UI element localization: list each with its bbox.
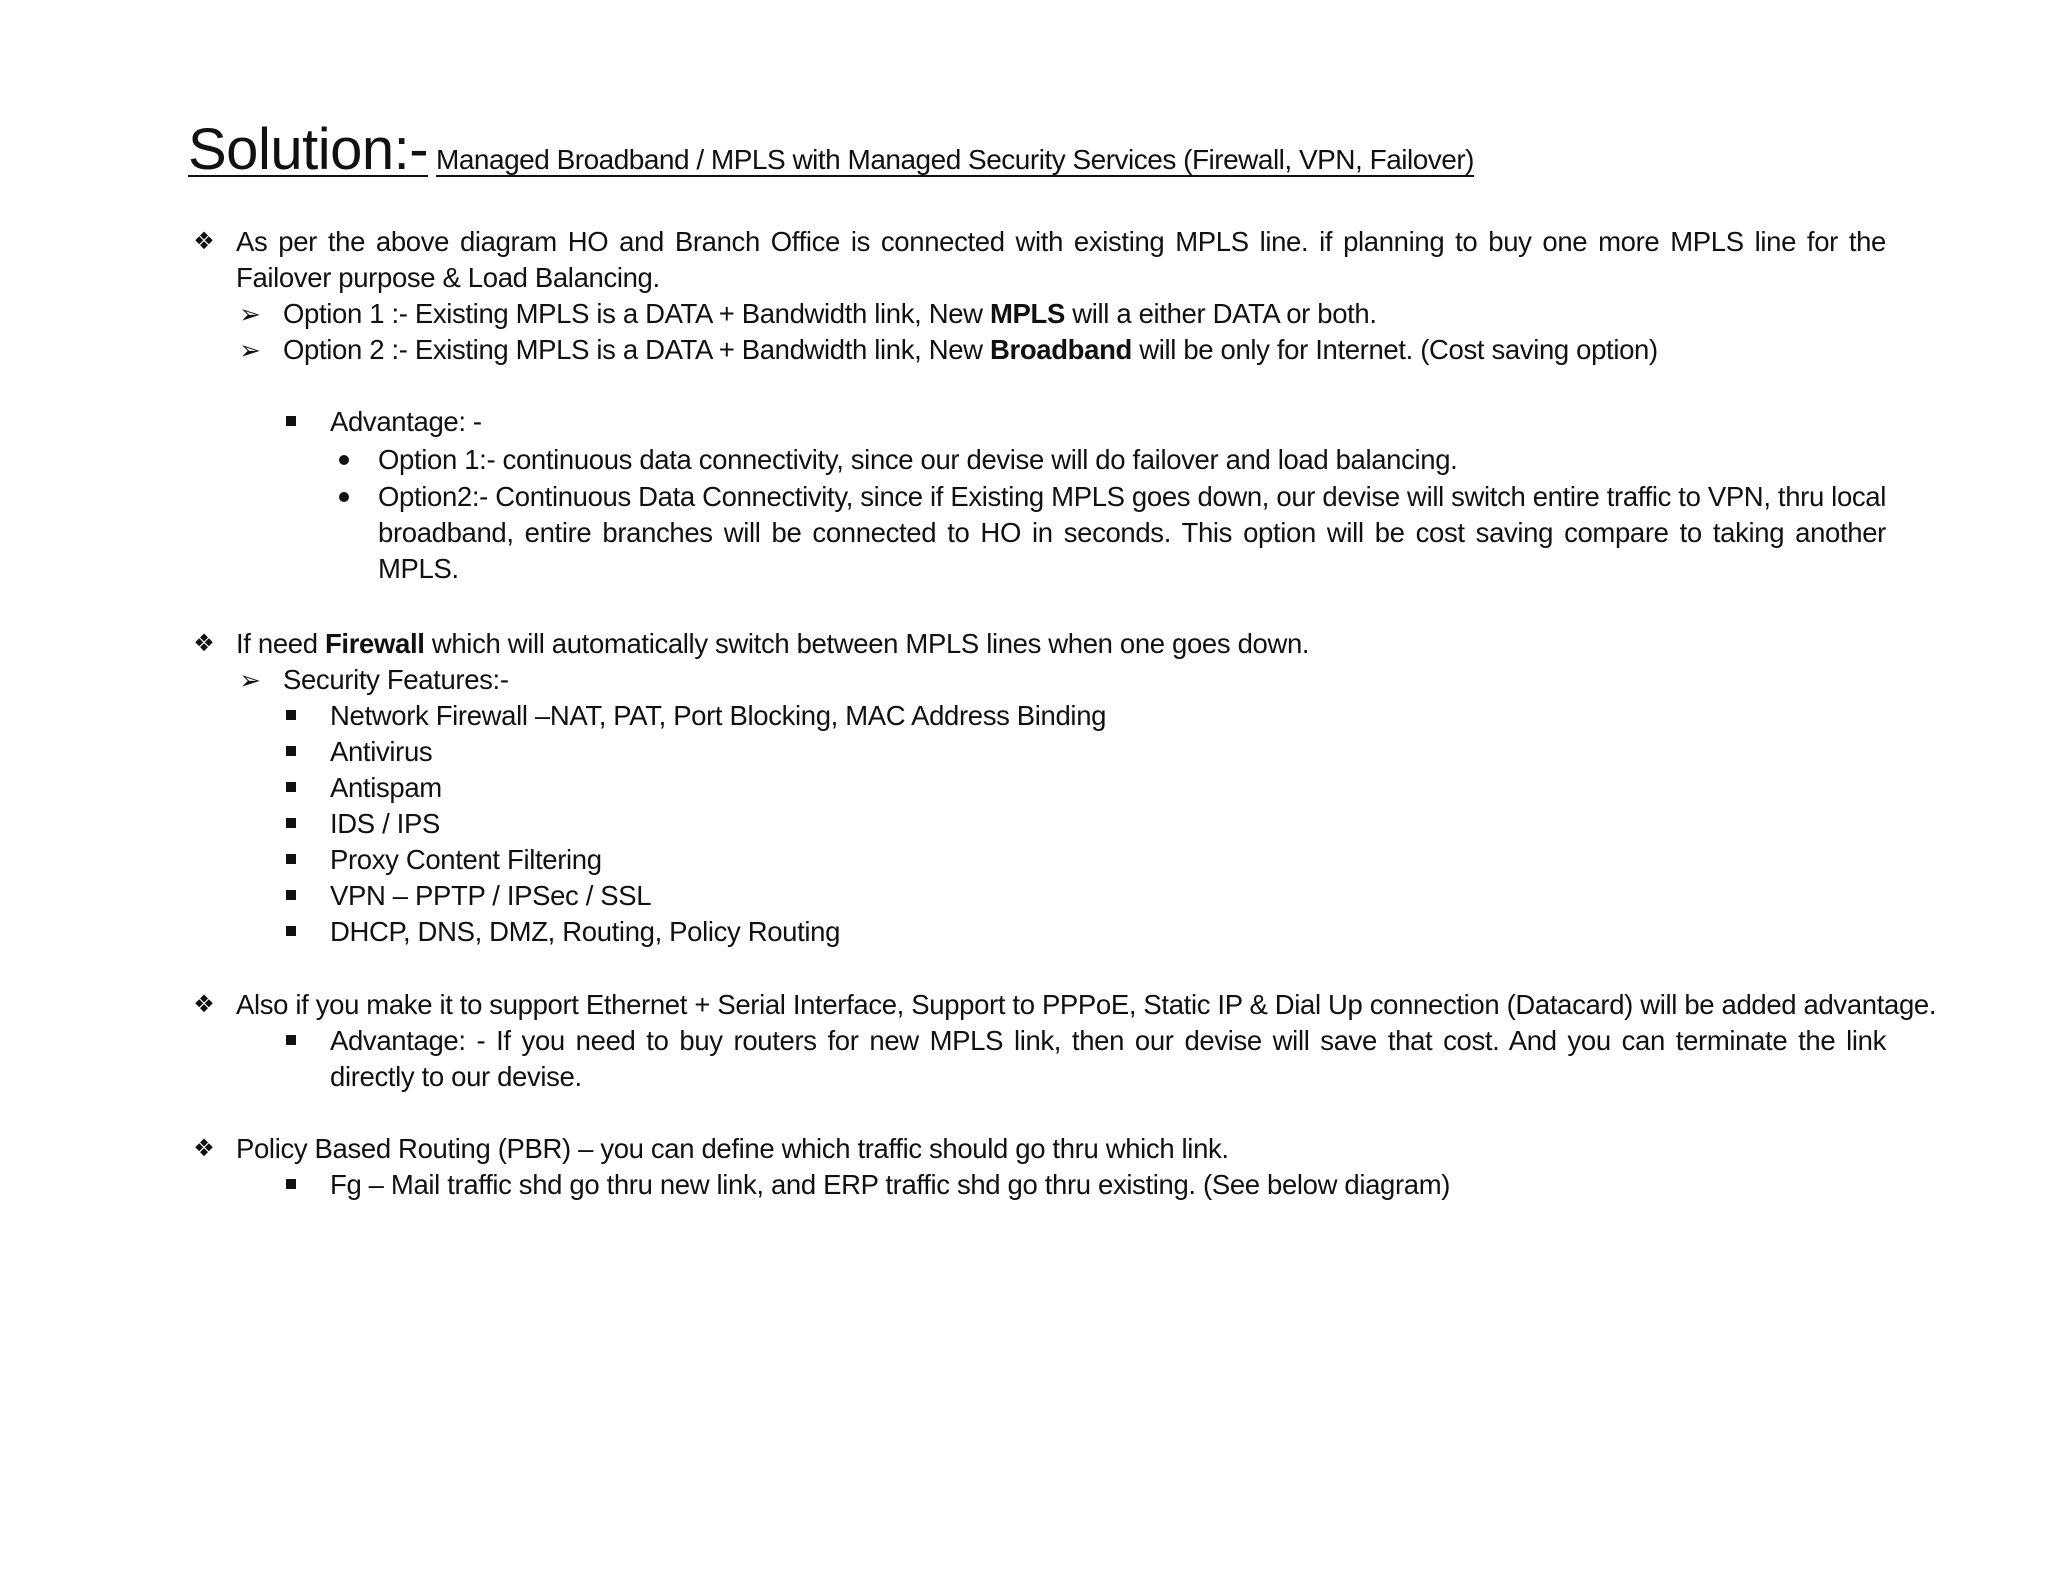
dot-bullet-icon — [339, 455, 349, 465]
option2-post: will be only for Internet. (Cost saving option) — [1131, 334, 1658, 365]
square-bullet-icon — [286, 854, 296, 864]
section4-text: Policy Based Routing (PBR) – you can define which traffic should go thru which link. — [236, 1133, 1229, 1164]
diamond-bullet-icon: ❖ — [193, 228, 215, 255]
square-bullet-icon — [286, 416, 296, 426]
feature-item: Network Firewall –NAT, PAT, Port Blocking, MAC Address Binding — [330, 700, 1107, 731]
section2-post: which will automatically switch between MPLS lines when one goes down. — [424, 628, 1310, 659]
square-bullet-icon — [286, 710, 296, 720]
option1-post: will a either DATA or both. — [1064, 298, 1377, 329]
arrow-bullet-icon: ➢ — [239, 299, 261, 329]
page-title — [188, 116, 1474, 183]
square-bullet-icon — [286, 746, 296, 756]
square-bullet-icon — [286, 890, 296, 900]
feature-item: Antivirus — [330, 736, 433, 767]
feature-item: Antispam — [330, 772, 442, 803]
diamond-bullet-icon: ❖ — [193, 991, 215, 1018]
option2-bold: Broadband — [989, 334, 1132, 365]
arrow-bullet-icon: ➢ — [239, 335, 261, 365]
section3-text: Also if you make it to support Ethernet + Serial Interface, Support to PPPoE, Static IP & Dial Up connection (Datacard) will be added advantage. — [236, 989, 1937, 1020]
adv-option1-text: Option 1:- continuous data connectivity, since our devise will do failover and load balancing. — [378, 444, 1458, 475]
dot-bullet-icon — [339, 492, 349, 502]
arrow-bullet-icon: ➢ — [239, 665, 261, 695]
feature-item: IDS / IPS — [330, 808, 440, 839]
subtitle-text: Managed Broadband / MPLS with Managed Security Services (Firewall, VPN, Failover) — [436, 144, 1474, 175]
section4-example: Fg – Mail traffic shd go thru new link, and ERP traffic shd go thru existing. (See below diagram) — [330, 1169, 1451, 1200]
title-text: Solution:- — [188, 117, 429, 182]
advantage-label: Advantage: - — [330, 406, 482, 437]
feature-item: Proxy Content Filtering — [330, 844, 602, 875]
square-bullet-icon — [286, 782, 296, 792]
option2-text — [283, 332, 1658, 368]
section2-pre: If need — [236, 628, 325, 659]
option1-text — [283, 296, 1377, 332]
section1-text: As per the above diagram HO and Branch Office is connected with existing MPLS line. if planning to buy one more MPLS line for the Failover purpose & Load Balancing. — [236, 226, 1886, 293]
section2-bold: Firewall — [324, 628, 425, 659]
features-label: Security Features:- — [283, 664, 509, 695]
square-bullet-icon — [286, 1179, 296, 1189]
feature-item: DHCP, DNS, DMZ, Routing, Policy Routing — [330, 916, 841, 947]
diamond-bullet-icon: ❖ — [193, 1135, 215, 1162]
square-bullet-icon — [286, 1035, 296, 1045]
option1-pre: Option 1 :- Existing MPLS is a DATA + Bandwidth link, New — [283, 298, 990, 329]
option2-pre: Option 2 :- Existing MPLS is a DATA + Bandwidth link, New — [283, 334, 990, 365]
feature-item: VPN – PPTP / IPSec / SSL — [330, 880, 652, 911]
section3-advantage: Advantage: - If you need to buy routers for new MPLS link, then our devise will save that cost. And you can terminate the link directly to our devise. — [330, 1025, 1886, 1092]
option1-bold: MPLS — [989, 298, 1065, 329]
square-bullet-icon — [286, 926, 296, 936]
square-bullet-icon — [286, 818, 296, 828]
section2-text — [236, 626, 1309, 662]
diamond-bullet-icon: ❖ — [193, 630, 215, 657]
adv-option2-text: Option2:- Continuous Data Connectivity, since if Existing MPLS goes down, our devise will switch entire traffic to VPN, thru local broadband, entire branches will be connected to HO in seconds. This option will be cost saving compare to taking another MPLS. — [378, 481, 1886, 584]
